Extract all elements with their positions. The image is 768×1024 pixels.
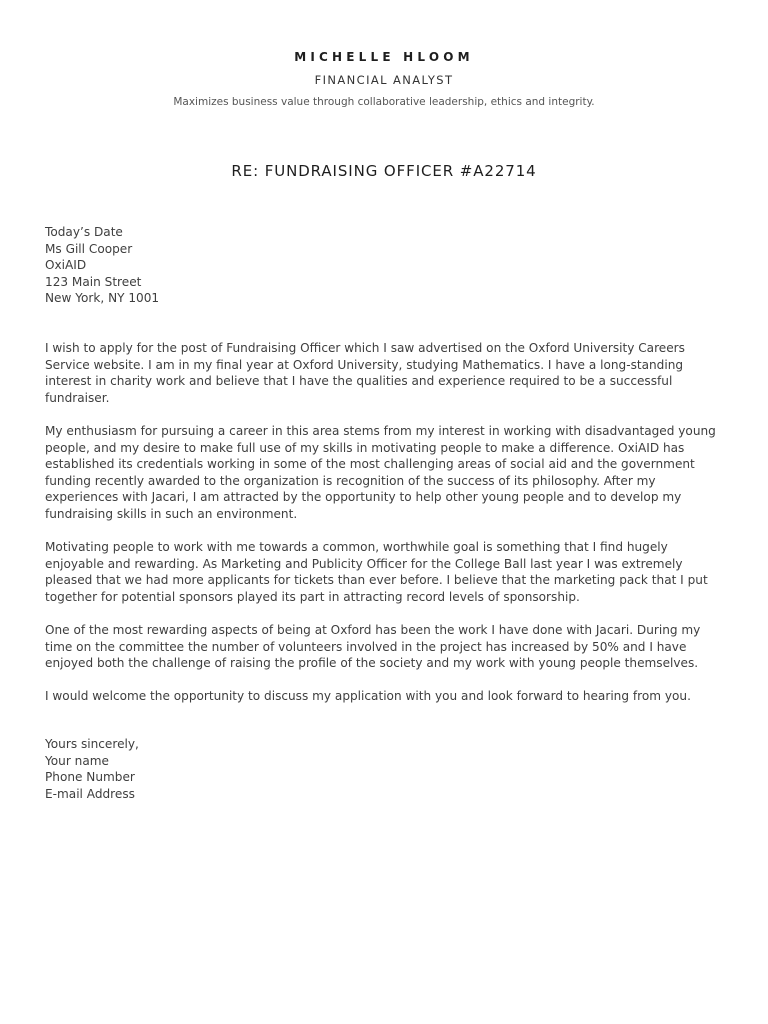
recipient-organization: OxiAID [45, 258, 87, 273]
recipient-city: New York, NY 1001 [45, 291, 160, 306]
recipient-name: Ms Gill Cooper [45, 241, 133, 256]
closing-name: Your name [45, 753, 109, 768]
recipient-street: 123 Main Street [45, 274, 142, 289]
closing-phone: Phone Number [45, 770, 135, 785]
sender-job-title: FINANCIAL ANALYST [314, 73, 454, 87]
body-paragraph: Motivating people to work with me towards a common, worthwhile goal is something that I find hugely enjoyable and rewarding. As Marketing and Publicity Officer for the College Ball last year I was extremely pleased that we had more applicants for tickets than ever before. I believe that the marketing pack that I put together for potential sponsors played its part in attracting record levels of sponsorship. [45, 540, 708, 604]
body-paragraph: One of the most rewarding aspects of being at Oxford has been the work I have done with Jacari. During my time on the committee the number of volunteers involved in the project has increased by 50% and I have enjoyed both the challenge of raising the profile of the society and my work with young people themselves. [45, 623, 701, 671]
body-paragraph: I would welcome the opportunity to discuss my application with you and look forward to hearing from you. [45, 689, 691, 704]
letter-body [45, 340, 727, 722]
body-paragraph: I wish to apply for the post of Fundraising Officer which I saw advertised on the Oxford University Careers Service website. I am in my final year at Oxford University, studying Mathematics. I have a long-standing interest in charity work and believe that I have the qualities and experience required to be a successful fundraiser. [45, 341, 685, 405]
recipient-address [45, 224, 725, 307]
sender-name: MICHELLE HLOOM [294, 50, 474, 64]
letter-subject: RE: FUNDRAISING OFFICER #A22714 [231, 162, 537, 180]
letter-closing [45, 736, 725, 802]
closing-salutation: Yours sincerely, [45, 737, 139, 751]
sender-tagline: Maximizes business value through collaborative leadership, ethics and integrity. [173, 96, 595, 108]
letter-date: Today’s Date [45, 225, 123, 239]
closing-email: E-mail Address [45, 786, 135, 801]
body-paragraph: My enthusiasm for pursuing a career in this area stems from my interest in working with disadvantaged young people, and my desire to make full use of my skills in motivating people to make a difference. OxiAID has established its credentials working in some of the most challenging areas of social aid and the government funding recently awarded to the organization is recognition of the success of its philosophy. After my experiences with Jacari, I am attracted by the opportunity to help other young people and to develop my fundraising skills in such an environment. [45, 423, 716, 521]
